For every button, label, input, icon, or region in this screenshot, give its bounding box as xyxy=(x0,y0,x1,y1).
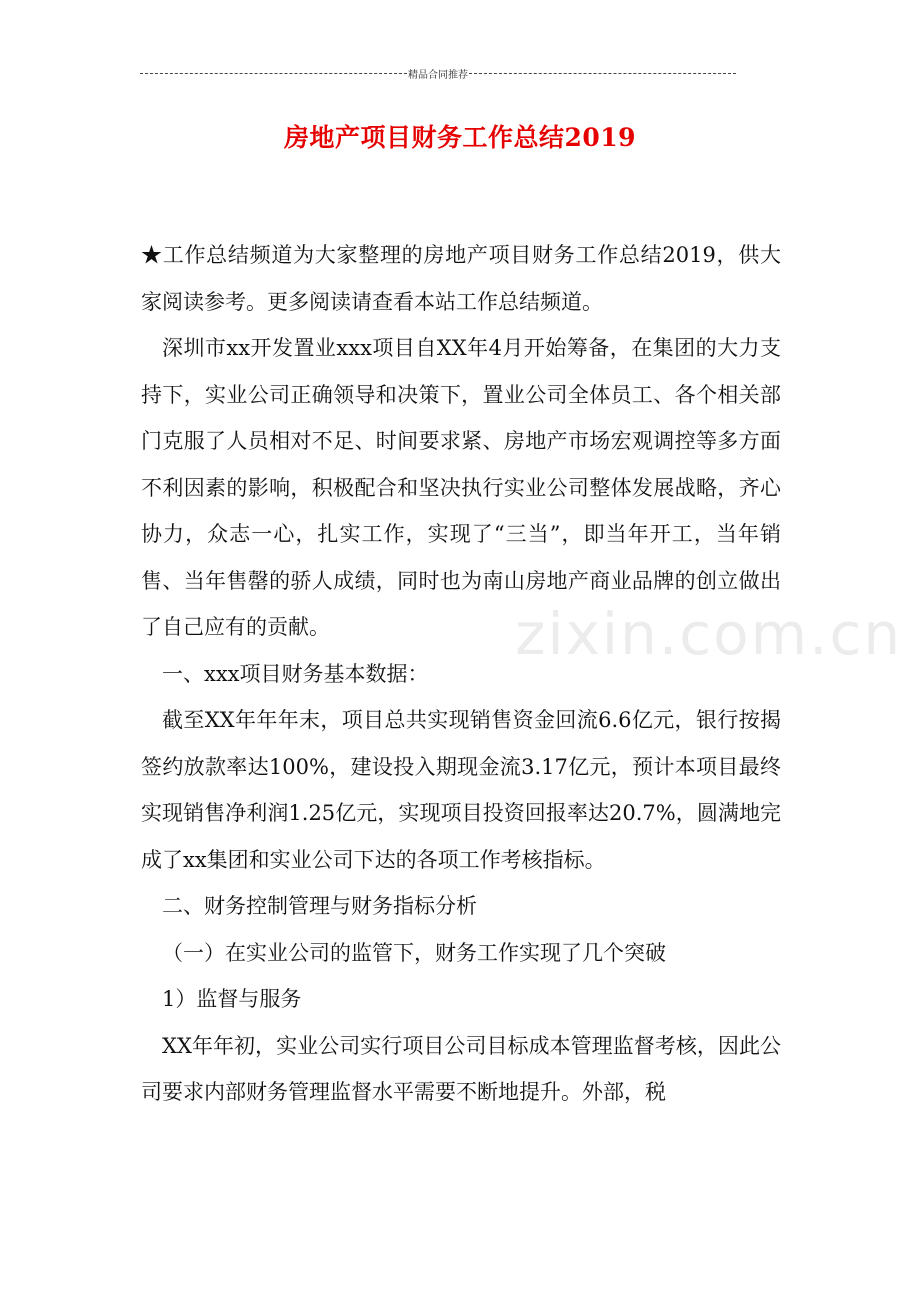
paragraph-background: 深圳市xx开发置业xxx项目自XX年4月开始筹备，在集团的大力支持下，实业公司正确领导和决策下，置业公司全体员工、各个相关部门克服了人员相对不足、时间要求紧、房地产市场宏观调控等多方面不利因素的影响，积极配合和坚决执行实业公司整体发展战略，齐心协力，众志一心，扎实工作，实现了“三当”，即当年开工，当年销售、当年售罄的骄人成绩，同时也为南山房地产商业品牌的创立做出了自己应有的贡献。 xyxy=(141,336,781,639)
document-title: 房地产项目财务工作总结2019 xyxy=(283,123,637,152)
page-header xyxy=(140,66,736,81)
subsection-heading-1: （一）在实业公司的监管下，财务工作实现了几个突破 xyxy=(162,940,666,965)
paragraph-intro: ★工作总结频道为大家整理的房地产项目财务工作总结2019，供大家阅读参考。更多阅读请查看本站工作总结频道。 xyxy=(141,243,781,314)
document-body xyxy=(141,232,781,1116)
section-heading-2: 二、财务控制管理与财务指标分析 xyxy=(162,894,477,918)
watermark: zixin.com.cn xyxy=(515,600,903,668)
header-dash-left xyxy=(140,73,407,74)
section-heading-1: 一、xxx项目财务基本数据： xyxy=(162,661,429,686)
paragraph-supervision: XX年年初，实业公司实行项目公司目标成本管理监督考核，因此公司要求内部财务管理监督水平需要不断地提升。外部，税 xyxy=(141,1033,781,1104)
header-dash-right xyxy=(469,73,736,74)
paragraph-financial-data: 截至XX年年年末，项目总共实现销售资金回流6.6亿元，银行按揭签约放款率达100%，建设投入期现金流3.17亿元，预计本项目最终实现销售净利润1.25亿元，实现项目投资回报率达20.7%，圆满地完成了xx集团和实业公司下达的各项工作考核指标。 xyxy=(141,708,781,872)
header-label: 精品合同推荐 xyxy=(408,70,468,81)
subsection-item-1: 1）监督与服务 xyxy=(162,987,302,1011)
